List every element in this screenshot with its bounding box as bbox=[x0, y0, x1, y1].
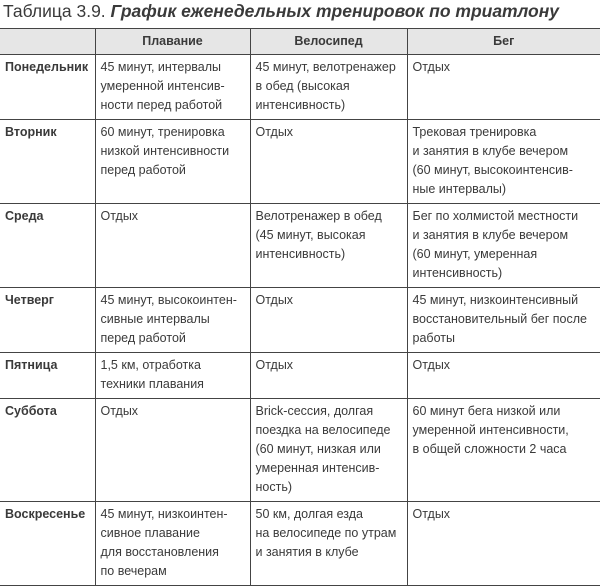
swim-text: 45 минут, низкоинтен- сивное плавание для восстановления по вечерам bbox=[100, 507, 228, 578]
table-row bbox=[0, 502, 600, 586]
day-label: Воскресенье bbox=[5, 507, 86, 521]
run-cell bbox=[407, 55, 600, 120]
header-empty bbox=[0, 29, 95, 55]
bike-text: Отдых bbox=[255, 358, 294, 372]
run-text: Трековая тренировка и занятия в клубе вечером (60 минут, высокоинтенсив- ные интервалы) bbox=[412, 125, 573, 196]
run-cell bbox=[407, 502, 600, 586]
day-label: Четверг bbox=[5, 293, 55, 307]
header-run: Бег bbox=[407, 29, 600, 55]
day-cell bbox=[0, 353, 95, 399]
caption-number: Таблица 3.9. bbox=[3, 1, 106, 21]
bike-cell bbox=[250, 353, 407, 399]
run-cell bbox=[407, 204, 600, 288]
header-swim: Плавание bbox=[95, 29, 250, 55]
swim-cell bbox=[95, 288, 250, 353]
table-row bbox=[0, 55, 600, 120]
run-text: Отдых bbox=[412, 507, 451, 521]
table-caption bbox=[3, 0, 559, 28]
swim-cell bbox=[95, 55, 250, 120]
day-cell bbox=[0, 288, 95, 353]
day-label: Пятница bbox=[5, 358, 58, 372]
day-label: Вторник bbox=[5, 125, 57, 139]
day-label: Среда bbox=[5, 209, 44, 223]
run-text: 60 минут бега низкой или умеренной интенсивности, в общей сложности 2 часа bbox=[412, 404, 569, 456]
table-row bbox=[0, 353, 600, 399]
day-label: Понедельник bbox=[5, 60, 89, 74]
day-cell bbox=[0, 399, 95, 502]
header-row bbox=[0, 29, 600, 55]
table-row bbox=[0, 204, 600, 288]
bike-text: 45 минут, велотренажер в обед (высокая интенсивность) bbox=[255, 60, 396, 112]
swim-cell bbox=[95, 502, 250, 586]
run-cell bbox=[407, 399, 600, 502]
swim-text: Отдых bbox=[100, 209, 139, 223]
swim-text: 45 минут, интервалы умеренной интенсив- ности перед работой bbox=[100, 60, 225, 112]
run-text: Отдых bbox=[412, 358, 451, 372]
bike-cell bbox=[250, 399, 407, 502]
day-cell bbox=[0, 204, 95, 288]
swim-cell bbox=[95, 204, 250, 288]
caption-title: График еженедельных тренировок по триатлону bbox=[110, 1, 560, 21]
table-row bbox=[0, 399, 600, 502]
bike-cell bbox=[250, 204, 407, 288]
swim-cell bbox=[95, 120, 250, 204]
bike-text: 50 км, долгая езда на велосипеде по утрам и занятия в клубе bbox=[255, 507, 397, 559]
swim-text: 1,5 км, отработка техники плавания bbox=[100, 358, 204, 391]
run-text: 45 минут, низкоинтенсивный восстановительный бег после работы bbox=[412, 293, 587, 345]
run-cell bbox=[407, 120, 600, 204]
day-cell bbox=[0, 502, 95, 586]
bike-text: Отдых bbox=[255, 293, 294, 307]
table-row bbox=[0, 288, 600, 353]
bike-cell bbox=[250, 288, 407, 353]
table-row bbox=[0, 120, 600, 204]
training-schedule-table bbox=[0, 28, 600, 586]
bike-text: Велотренажер в обед (45 минут, высокая интенсивность) bbox=[255, 209, 382, 261]
day-cell bbox=[0, 120, 95, 204]
run-text: Отдых bbox=[412, 60, 451, 74]
bike-text: Отдых bbox=[255, 125, 294, 139]
bike-cell bbox=[250, 120, 407, 204]
day-label: Суббота bbox=[5, 404, 57, 418]
swim-cell bbox=[95, 353, 250, 399]
bike-text: Brick-сессия, долгая поездка на велосипеде (60 минут, низкая или умеренная интенсив- ность) bbox=[255, 404, 391, 494]
swim-text: 45 минут, высокоинтен- сивные интервалы перед работой bbox=[100, 293, 237, 345]
bike-cell bbox=[250, 502, 407, 586]
day-cell bbox=[0, 55, 95, 120]
header-bike: Велосипед bbox=[250, 29, 407, 55]
bike-cell bbox=[250, 55, 407, 120]
run-cell bbox=[407, 288, 600, 353]
run-text: Бег по холмистой местности и занятия в клубе вечером (60 минут, умеренная интенсивность) bbox=[412, 209, 579, 280]
swim-text: Отдых bbox=[100, 404, 139, 418]
run-cell bbox=[407, 353, 600, 399]
swim-cell bbox=[95, 399, 250, 502]
swim-text: 60 минут, тренировка низкой интенсивности перед работой bbox=[100, 125, 230, 177]
